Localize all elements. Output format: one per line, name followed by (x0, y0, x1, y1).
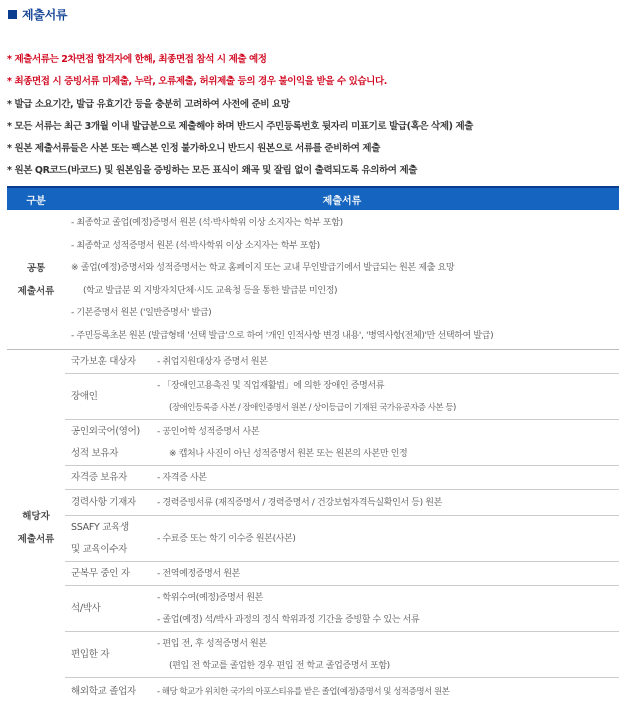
common-category (7, 210, 65, 349)
row-label-text: 석/박사 (71, 602, 101, 614)
doc-line: - 취업지원대상자 증명서 원본 (157, 356, 268, 367)
notice-item: * 제출서류는 2차면접 합격자에 한해, 최종면접 참석 시 제출 예정 (7, 54, 267, 65)
row-docs (157, 516, 619, 561)
row-label-text: 및 교육이수자 (71, 543, 127, 555)
header-documents: 제출서류 (322, 195, 362, 207)
doc-line: ※ 졸업(예정)증명서와 성적증명서는 학교 홈페이지 또는 교내 무인발급기에서 발급되는 원본 제출 요망 (71, 263, 455, 273)
table-header (7, 188, 619, 210)
applicable-rows (65, 350, 619, 706)
row-label-text: 공인외국어(영어) (71, 425, 140, 437)
doc-line: ※ 캡처나 사진이 아닌 성적증명서 원본 또는 원본의 사본만 인정 (169, 448, 408, 459)
title-bullet-icon (8, 10, 17, 19)
doc-line: - 해당 학교가 위치한 국가의 아포스티유를 받은 졸업(예정)증명서 및 성적증명서 원본 (157, 687, 450, 697)
row-label (65, 586, 157, 631)
table-row (65, 516, 619, 562)
row-docs (157, 490, 619, 515)
doc-line: - 전역예정증명서 원본 (157, 568, 241, 579)
category-label: 제출서류 (17, 534, 55, 545)
category-label: 제출서류 (17, 285, 55, 297)
doc-line: - 주민등록초본 원본 (발급형태 '선택 발급'으로 하여 '개인 인적사항 변경 내용', '병역사항(전체)'만 선택하여 발급) (71, 330, 494, 341)
doc-line: - 수료증 또는 학기 이수증 원본(사본) (157, 533, 296, 544)
doc-line: - 공인어학 성적증명서 사본 (157, 426, 260, 437)
table-row (65, 632, 619, 678)
table-row (65, 678, 619, 706)
row-label-text: SSAFY 교육생 (71, 521, 129, 533)
table-row (65, 586, 619, 632)
row-label (65, 490, 157, 515)
row-label-text: 장애인 (71, 390, 98, 402)
doc-line: - 편입 전, 후 성적증명서 원본 (157, 638, 267, 649)
row-label (65, 374, 157, 419)
doc-line: (편입 전 학교를 졸업한 경우 편입 전 학교 졸업증명서 포함) (169, 660, 390, 671)
row-docs (157, 562, 619, 585)
row-label-text: 해외학교 졸업자 (71, 686, 136, 697)
notice-item: * 최종면접 시 증빙서류 미제출, 누락, 오류제출, 허위제출 등의 경우 불이익을 받을 수 있습니다. (7, 76, 387, 88)
notice-item: * 모든 서류는 최근 3개월 이내 발급분으로 제출해야 하며 반드시 주민등록번호 뒷자리 미표기로 발급(혹은 삭제) 제출 (7, 120, 474, 132)
section-title (8, 6, 67, 23)
doc-line: - 최종학교 성적증명서 원본 (석·박사학위 이상 소지자는 학부 포함) (71, 240, 320, 251)
row-docs (157, 632, 619, 677)
row-label-text: 성적 보유자 (71, 447, 119, 459)
table-row (65, 562, 619, 586)
doc-line: - 학위수여(예정)증명서 원본 (157, 592, 264, 603)
row-label-text: 편입한 자 (71, 648, 110, 660)
row-label (65, 466, 157, 489)
row-label-text: 경력사항 기재자 (71, 496, 136, 508)
notice-item: * 발급 소요기간, 발급 유효기간 등을 충분히 고려하여 사전에 준비 요망 (7, 98, 290, 110)
doc-line: - 최종학교 졸업(예정)증명서 원본 (석·박사학위 이상 소지자는 학부 포함) (71, 218, 343, 228)
applicable-section (7, 350, 619, 706)
row-label-text: 자격증 보유자 (71, 471, 127, 483)
row-docs (157, 678, 619, 706)
table-row (65, 350, 619, 374)
row-label-text: 군복무 중인 자 (71, 567, 130, 579)
row-label (65, 632, 157, 677)
notice-item: * 원본 QR코드(바코드) 및 원본임을 증빙하는 모든 표식이 왜곡 및 잘림 없이 출력되도록 유의하여 제출 (7, 165, 418, 177)
doc-line: - 졸업(예정) 석/박사 과정의 정식 학위과정 기간을 증빙할 수 있는 서류 (157, 614, 420, 625)
applicable-category (7, 350, 65, 706)
row-label (65, 420, 157, 465)
doc-line: - 자격증 사본 (157, 472, 207, 483)
table-row (65, 420, 619, 466)
category-label: 해당자 (22, 511, 50, 522)
row-docs (157, 466, 619, 489)
row-label (65, 678, 157, 706)
row-docs (157, 586, 619, 631)
category-label: 공통 (26, 262, 46, 274)
doc-line: - 기본증명서 원본 ('일반증명서' 발급) (71, 308, 212, 318)
doc-line: (학교 발급분 외 지방자치단체·시도 교육청 등을 통한 발급분 미인정) (83, 285, 338, 296)
table-row (65, 490, 619, 516)
row-docs (157, 420, 619, 465)
doc-line: - 경력증빙서류 (재직증명서 / 경력증명서 / 건강보험자격득실확인서 등) 원본 (157, 497, 442, 508)
row-label (65, 516, 157, 561)
common-documents (65, 210, 619, 349)
table-row (65, 374, 619, 420)
row-label-text: 국가보훈 대상자 (71, 355, 136, 367)
notice-item: * 원본 제출서류들은 사본 또는 팩스본 인정 불가하오니 반드시 원본으로 서류를 준비하여 제출 (7, 143, 380, 155)
doc-line: - 「장애인고용촉진 및 직업재활법」에 의한 장애인 증명서류 (157, 380, 385, 391)
row-docs (157, 374, 619, 419)
common-section (7, 210, 619, 350)
documents-table (7, 186, 619, 706)
row-label (65, 350, 157, 373)
notice-list (7, 53, 619, 187)
header-category: 구분 (26, 195, 46, 207)
row-docs (157, 350, 619, 373)
table-row (65, 466, 619, 490)
row-label (65, 562, 157, 585)
section-title-text: 제출서류 (22, 8, 68, 22)
doc-line: (장애인등록증 사본 / 장애인증명서 원본 / 상이등급이 기재된 국가유공자증 사본 등) (169, 402, 456, 413)
